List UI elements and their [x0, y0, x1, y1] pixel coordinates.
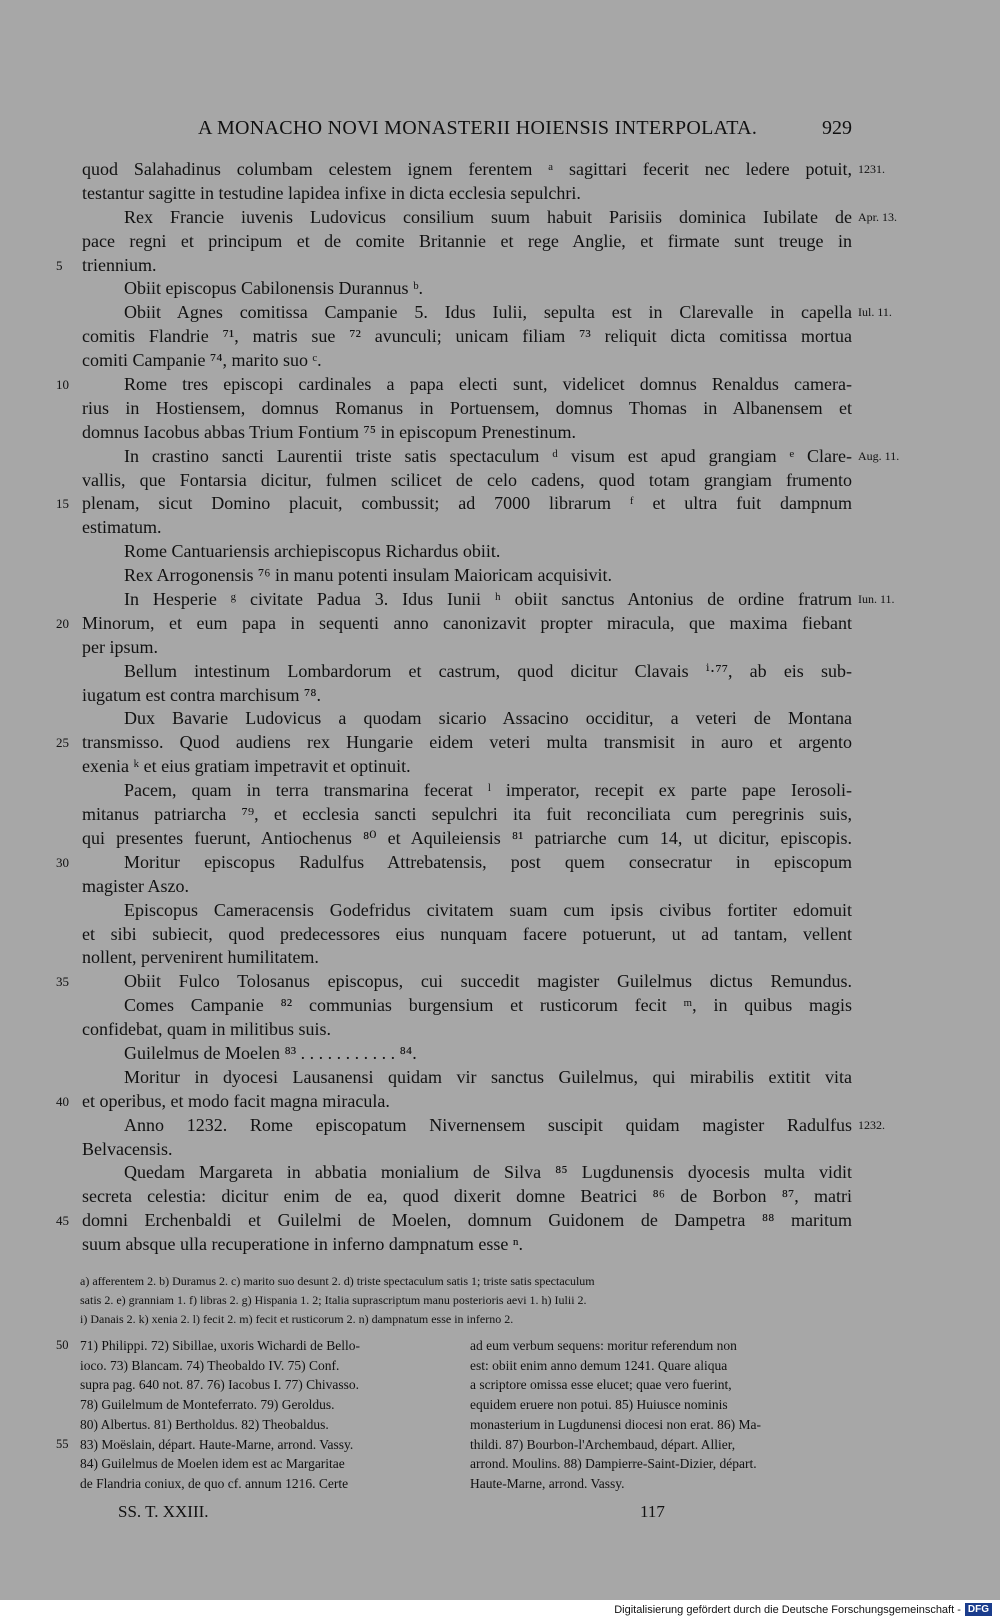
text-line	[56, 254, 852, 278]
line-number: 40	[56, 1093, 69, 1109]
text-line-content: Guilelmus de Moelen ⁸³ . . . . . . . . . . . ⁸⁴.	[124, 1042, 417, 1063]
text-line-content: vallis, que Fontarsia dicitur, fulmen scilicet de celo cadens, quod totam grangiam frumento	[82, 469, 852, 490]
text-line-content: Moritur episcopus Radulfus Attrebatensis, post quem consecratur in episcopum	[124, 851, 852, 872]
footnote-line: Haute-Marne, arrond. Vassy.	[470, 1475, 625, 1491]
footnote-text: 84) Guilelmus de Moelen idem est ac Margaritae	[80, 1456, 345, 1472]
text-line-content: et sibi subiecit, quod predecessores eius nunquam facere potuerunt, ut ad tantam, vellent	[82, 923, 852, 944]
running-header	[80, 117, 852, 149]
text-line	[82, 1066, 852, 1090]
text-line	[56, 970, 852, 994]
footnote-line	[80, 1474, 455, 1494]
text-line-content: quod Salahadinus columbam celestem ignem ferentem ᵃ sagittari fecerit nec ledere potuit,	[82, 159, 852, 179]
footnote-line: est: obiit enim anno demum 1241. Quare aliqua	[470, 1357, 728, 1373]
text-line	[82, 564, 852, 588]
text-line-content: Anno 1232. Rome episcopatum Nivernensem suscipit quidam magister Radulfus	[124, 1114, 852, 1135]
text-line	[56, 1209, 852, 1233]
text-line	[82, 445, 900, 469]
main-text	[56, 158, 900, 1257]
footnote-line: ad eum verbum sequens: moritur referendum non	[470, 1338, 737, 1353]
text-line-content: Episcopus Cameracensis Godefridus civitatem suam cum ipsis civibus fortiter edomuit	[124, 899, 852, 920]
text-line	[82, 755, 852, 779]
footnote-line	[80, 1356, 455, 1376]
text-line-content: et operibus, et modo facit magna miracula.	[82, 1090, 390, 1111]
text-line	[82, 803, 852, 827]
footnote-line	[80, 1375, 455, 1395]
text-line-content: triennium.	[82, 254, 157, 275]
line-number: 30	[56, 854, 69, 870]
text-line-content: domni Erchenbaldi et Guilelmi de Moelen, domnum Guidonem de Dampetra ⁸⁸ maritum	[82, 1210, 852, 1231]
text-line-content: Rex Francie iuvenis Ludovicus consilium suum habuit Parisiis dominica Iubilate de	[124, 206, 852, 227]
text-line-content: comitis Flandrie ⁷¹, matris sue ⁷² avunculi; unicam filiam ⁷³ reliquit dicta comitissa mortua	[82, 326, 852, 347]
text-line-content: Bellum intestinum Lombardorum et castrum, quod dicitur Clavais ⁱ·⁷⁷, ab eis sub-	[124, 660, 852, 681]
footnote-line	[80, 1454, 455, 1474]
margin-date: Apr. 13.	[858, 209, 897, 224]
text-line	[82, 779, 852, 803]
footnotes-right	[470, 1336, 850, 1494]
margin-date: 1232.	[858, 1117, 885, 1132]
text-line-content: Dux Bavarie Ludovicus a quodam sicario Assacino occiditur, a veteri de Montana	[124, 708, 852, 729]
text-line	[82, 636, 852, 660]
text-line	[56, 851, 852, 875]
critical-note-line: satis 2. e) granniam 1. f) libras 2. g) Hispania 1. 2; Italia suprascriptum manu posterioris aevi 1. h) Iulii 2.	[80, 1293, 587, 1307]
text-line-content: Rome tres episcopi cardinales a papa electi sunt, videlicet domnus Renaldus camera-	[124, 374, 852, 395]
text-line	[82, 421, 852, 445]
text-line-content: nollent, pervenirent humilitatem.	[82, 947, 319, 968]
text-line-content: Obiit Agnes comitissa Campanie 5. Idus Iulii, sepulta est in Clarevalle in capella	[124, 302, 852, 323]
text-line	[82, 206, 897, 230]
text-line-content: Rome Cantuariensis archiepiscopus Richardus obiit.	[124, 541, 501, 562]
footnote-text: 83) Moëslain, départ. Haute-Marne, arrond. Vassy.	[80, 1436, 354, 1452]
sheet-number: 117	[640, 1502, 665, 1521]
text-line	[56, 492, 852, 516]
line-number: 55	[56, 1436, 69, 1451]
margin-date: Aug. 11.	[858, 448, 900, 463]
footnote-text: supra pag. 640 not. 87. 76) Iacobus I. 77) Chivasso.	[80, 1377, 359, 1393]
text-line-content: comiti Campanie ⁷⁴, marito suo ᶜ.	[82, 350, 322, 371]
text-line	[82, 1042, 852, 1066]
text-line-content: Rex Arrogonensis ⁷⁶ in manu potenti insulam Maioricam acquisivit.	[124, 565, 612, 586]
text-line	[56, 612, 852, 636]
text-line-content: Comes Campanie ⁸² communias burgensium et rusticorum fecit ᵐ, in quibus magis	[124, 995, 852, 1016]
line-number: 45	[56, 1213, 69, 1229]
text-line-content: suum absque ulla recuperatione in inferno dampnatum esse ⁿ.	[82, 1234, 524, 1255]
text-line-content: magister Aszo.	[82, 875, 189, 896]
text-line-content: Quedam Margareta in abbatia monialium de Silva ⁸⁵ Lugdunensis dyocesis multa vidit	[124, 1162, 852, 1183]
critical-note-line: a) afferentem 2. b) Duramus 2. c) marito suo desunt 2. d) triste spectaculum satis 1; triste satis spectaculum	[80, 1274, 595, 1288]
line-number: 50	[56, 1338, 69, 1352]
footnote-line: a scriptore omissa esse elucet; quae vero fuerint,	[470, 1377, 732, 1393]
text-line-content: rius in Hostiensem, domnus Romanus in Portuensem, domnus Thomas in Albanensem et	[82, 397, 852, 418]
text-line	[82, 994, 852, 1018]
critical-note-line: i) Danais 2. k) xenia 2. l) fecit 2. m) fecit et rusticorum 2. n) dampnatum esse in inferno 2.	[80, 1312, 514, 1326]
margin-date: 1231.	[858, 162, 885, 176]
text-line	[82, 946, 852, 970]
text-line	[82, 899, 852, 923]
footnote-line: arrond. Moulins. 88) Dampierre-Saint-Dizier, départ.	[470, 1456, 757, 1472]
text-line-content: Obiit Fulco Tolosanus episcopus, cui succedit magister Guilelmus dictus Remundus.	[124, 971, 852, 992]
signature-mark: SS. T. XXIII.	[118, 1502, 209, 1521]
footnote-text: 80) Albertus. 81) Bertholdus. 82) Theobaldus.	[80, 1416, 329, 1432]
footnote-line	[80, 1415, 455, 1435]
footnote-line: monasterium in Lugdunensi diocesi non erat. 86) Ma-	[470, 1416, 761, 1432]
text-line-content: qui presentes fuerunt, Antiochenus ⁸⁰ et Aquileiensis ⁸¹ patriarche cum 14, ut dicitur, episcopis.	[82, 827, 852, 848]
text-line-content: Obiit episcopus Cabilonensis Durannus ᵇ.	[124, 278, 424, 299]
line-number: 5	[56, 257, 63, 273]
footnote-line	[80, 1395, 455, 1415]
text-line	[82, 230, 852, 254]
text-line	[82, 660, 852, 684]
text-line-content: per ipsum.	[82, 636, 158, 657]
line-number: 15	[56, 496, 69, 512]
text-line-content: estimatum.	[82, 517, 162, 538]
text-line-content: domnus Iacobus abbas Trium Fontium ⁷⁵ in episcopum Prenestinum.	[82, 421, 577, 442]
text-line	[82, 875, 852, 899]
text-line	[82, 516, 852, 540]
text-line	[82, 707, 852, 731]
text-line-content: iugatum est contra marchisum ⁷⁸.	[82, 684, 321, 705]
text-line-content: pace regni et principum et de comite Britannie et rege Anglie, et firmate sunt treuge in	[82, 230, 852, 251]
text-line-content: In Hesperie ᵍ civitate Padua 3. Idus Iunii ʰ obiit sanctus Antonius de ordine fratrum	[124, 589, 852, 610]
text-line	[82, 397, 852, 421]
text-line	[56, 373, 852, 397]
line-number: 10	[56, 377, 69, 393]
text-line	[56, 1090, 852, 1114]
text-line-content: secreta celestia: dicitur enim de ea, quod dixerit domne Beatrici ⁸⁶ de Borbon ⁸⁷, matri	[82, 1186, 852, 1207]
text-line-content: mitanus patriarcha ⁷⁹, et ecclesia sancti sepulchri ita fuit reconciliata cum peregrinis suis,	[82, 804, 852, 825]
text-line	[82, 277, 852, 301]
line-number: 25	[56, 735, 69, 751]
text-line	[82, 1233, 852, 1257]
dfg-credit	[614, 1603, 992, 1616]
text-line	[82, 540, 852, 564]
text-line	[82, 325, 852, 349]
text-line-content: Belvacensis.	[82, 1138, 173, 1159]
text-line	[82, 349, 852, 373]
footnote-line	[56, 1435, 455, 1455]
page-number: 929	[822, 117, 852, 139]
footnote-text: 78) Guilelmum de Monteferrato. 79) Geroldus.	[80, 1397, 335, 1413]
margin-date: Iul. 11.	[858, 305, 892, 320]
text-line	[82, 588, 895, 612]
footnote-text: ioco. 73) Blancam. 74) Theobaldo IV. 75) Conf.	[80, 1357, 340, 1373]
running-title: A MONACHO NOVI MONASTERII HOIENSIS INTERPOLATA.	[198, 117, 758, 139]
text-line-content: Moritur in dyocesi Lausanensi quidam vir sanctus Guilelmus, qui mirabilis extitit vita	[124, 1066, 852, 1087]
footnote-text: de Flandria coniux, de quo cf. annum 1216. Certe	[80, 1475, 349, 1491]
text-line-content: testantur sagitte in testudine lapidea infixe in dicta ecclesia sepulchri.	[82, 182, 581, 203]
text-line	[82, 301, 892, 325]
text-line	[82, 469, 852, 493]
footnote-text: 71) Philippi. 72) Sibillae, uxoris Wichardi de Bello-	[80, 1338, 361, 1353]
text-line	[82, 827, 852, 851]
critical-apparatus	[80, 1272, 852, 1329]
text-line	[82, 182, 852, 206]
dfg-logo: DFG	[965, 1603, 992, 1616]
text-line	[82, 684, 852, 708]
text-line	[82, 1138, 852, 1162]
text-line-content: In crastino sancti Laurentii triste satis spectaculum ᵈ visum est apud grangiam ᵉ Clare-	[124, 445, 852, 466]
footnote-line: thildi. 87) Bourbon-l'Archembaud, départ. Allier,	[470, 1436, 736, 1452]
text-line	[82, 1114, 885, 1138]
margin-date: Iun. 11.	[858, 592, 895, 607]
dfg-credit-text: Digitalisierung gefördert durch die Deutsche Forschungsgemeinschaft -	[614, 1603, 961, 1616]
footnote-line	[56, 1336, 455, 1356]
footnotes-left	[56, 1336, 455, 1494]
text-line	[82, 158, 885, 182]
text-line	[56, 731, 852, 755]
text-line-content: transmisso. Quod audiens rex Hungarie eidem veteri multa transmisit in auro et argento	[82, 732, 852, 753]
line-number: 35	[56, 974, 69, 990]
text-line	[82, 1018, 852, 1042]
text-line-content: confidebat, quam in militibus suis.	[82, 1019, 331, 1040]
footnote-line: equidem eruere non potui. 85) Huiusce nominis	[470, 1397, 728, 1413]
line-number: 20	[56, 615, 69, 631]
text-line-content: Minorum, et eum papa in sequenti anno canonizavit propter miracula, que maxima fiebant	[82, 612, 852, 633]
text-line	[82, 1161, 852, 1185]
text-line-content: Pacem, quam in terra transmarina fecerat ˡ imperator, recepit ex parte pape Ierosoli-	[124, 780, 852, 801]
text-line	[82, 1185, 852, 1209]
text-line-content: plenam, sicut Domino placuit, combussit; ad 7000 librarum ᶠ et ultra fuit dampnum	[82, 493, 852, 514]
text-line	[82, 923, 852, 947]
text-line-content: exenia ᵏ et eius gratiam impetravit et optinuit.	[82, 756, 411, 777]
